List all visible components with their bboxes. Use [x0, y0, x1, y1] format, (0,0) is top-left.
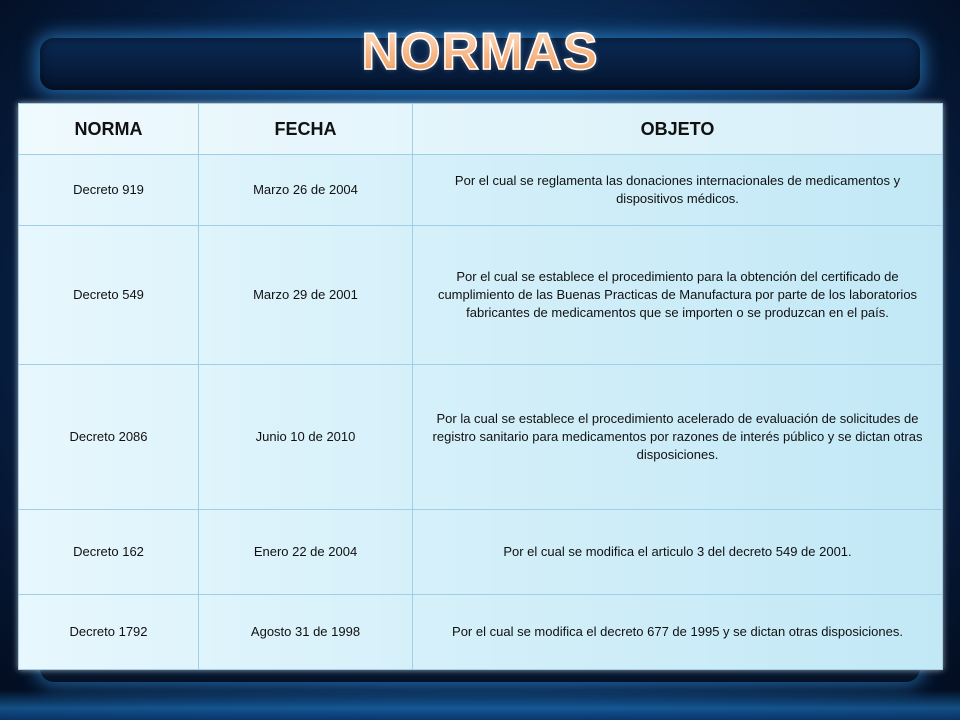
cell-fecha: Marzo 29 de 2001 — [199, 226, 413, 365]
table-row — [19, 595, 943, 670]
table-header-row — [19, 104, 943, 155]
cell-objeto: Por el cual se modifica el articulo 3 del decreto 549 de 2001. — [413, 510, 943, 595]
table-row — [19, 226, 943, 365]
cell-objeto: Por el cual se establece el procedimiento para la obtención del certificado de cumplimiento de las Buenas Practicas de Manufactura por parte de los laboratorios fabricantes de medicamentos que se importen o se produzcan en el país. — [413, 226, 943, 365]
cell-norma: Decreto 162 — [19, 510, 199, 595]
cell-fecha: Enero 22 de 2004 — [199, 510, 413, 595]
cell-fecha: Marzo 26 de 2004 — [199, 155, 413, 226]
cell-objeto: Por el cual se modifica el decreto 677 de 1995 y se dictan otras disposiciones. — [413, 595, 943, 670]
table-row — [19, 510, 943, 595]
bottom-light-beam — [0, 690, 960, 720]
cell-norma: Decreto 2086 — [19, 365, 199, 510]
table-row — [19, 365, 943, 510]
header-objeto: OBJETO — [413, 104, 943, 155]
header-norma: NORMA — [19, 104, 199, 155]
cell-objeto: Por la cual se establece el procedimiento acelerado de evaluación de solicitudes de registro sanitario para medicamentos por razones de interés público y se dictan otras disposiciones. — [413, 365, 943, 510]
cell-norma: Decreto 549 — [19, 226, 199, 365]
table-row — [19, 155, 943, 226]
page-title: NORMAS — [0, 22, 960, 82]
cell-norma: Decreto 1792 — [19, 595, 199, 670]
normas-table — [18, 103, 943, 670]
header-fecha: FECHA — [199, 104, 413, 155]
cell-norma: Decreto 919 — [19, 155, 199, 226]
cell-fecha: Junio 10 de 2010 — [199, 365, 413, 510]
cell-objeto: Por el cual se reglamenta las donaciones internacionales de medicamentos y dispositivos médicos. — [413, 155, 943, 226]
cell-fecha: Agosto 31 de 1998 — [199, 595, 413, 670]
